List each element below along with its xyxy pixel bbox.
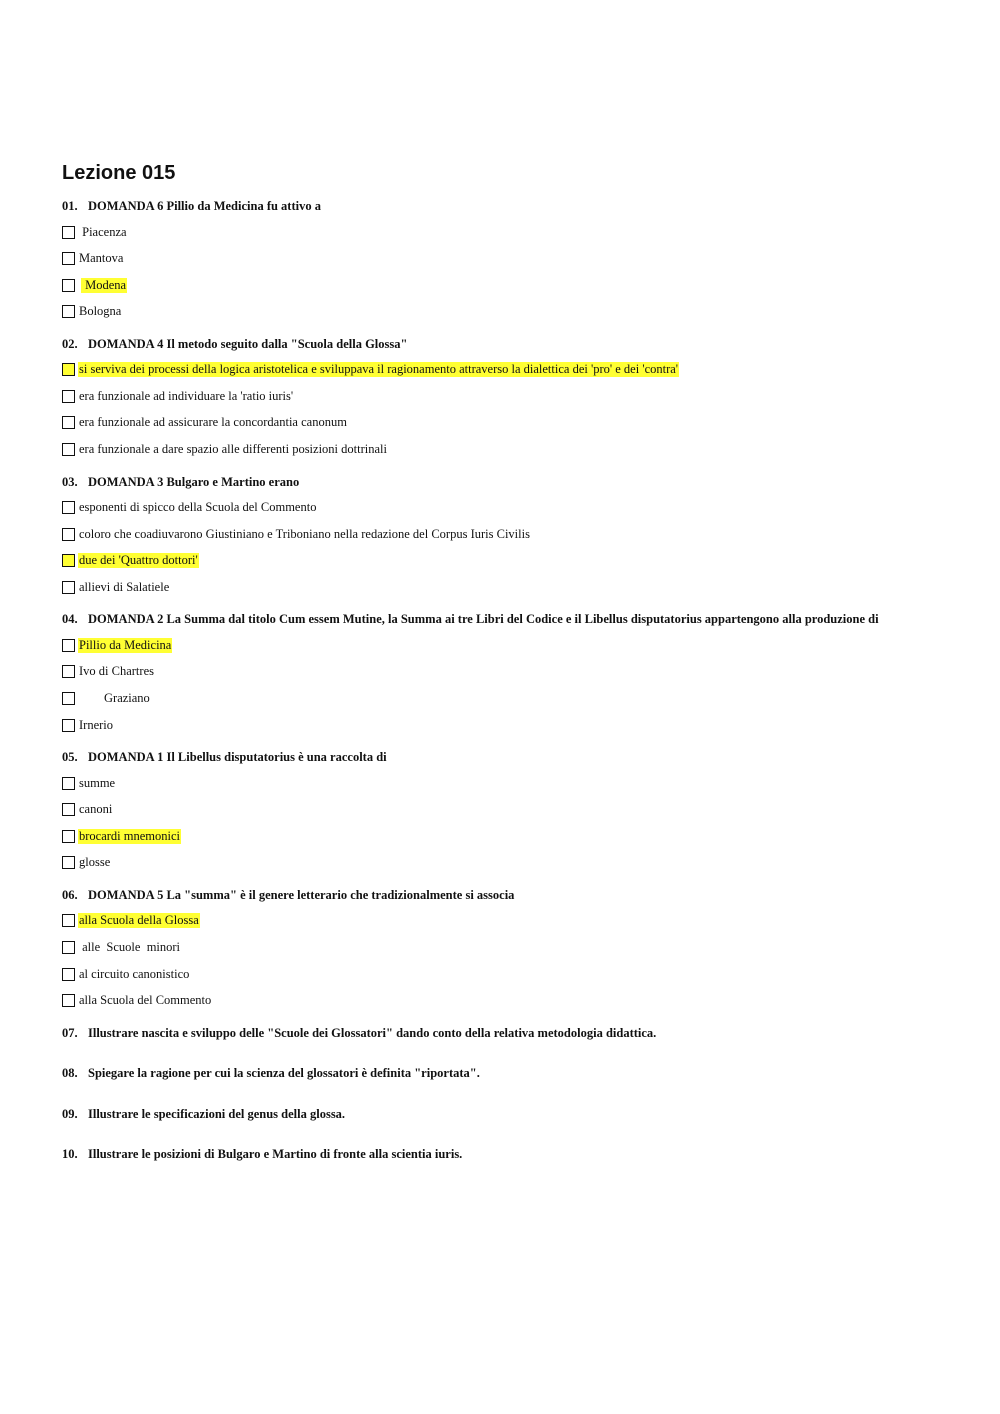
answer-option[interactable]	[62, 691, 962, 707]
question-03	[62, 474, 962, 596]
answer-text: Graziano	[79, 691, 150, 706]
question-title	[62, 474, 962, 490]
answer-text-highlighted: Pillio da Medicina	[79, 637, 172, 652]
checkbox[interactable]	[62, 692, 75, 705]
checkbox[interactable]	[62, 252, 75, 265]
checkbox[interactable]	[62, 226, 75, 239]
answer-option[interactable]	[62, 637, 962, 653]
answer-text-highlighted: Modena	[82, 277, 127, 292]
answer-option[interactable]	[62, 993, 962, 1009]
answer-text: al circuito canonistico	[79, 966, 190, 981]
checkbox[interactable]	[62, 305, 75, 318]
open-question-09	[62, 1106, 962, 1122]
document-page	[62, 160, 962, 1187]
checkbox[interactable]	[62, 941, 75, 954]
open-question-10	[62, 1146, 962, 1162]
question-text: DOMANDA 2 La Summa dal titolo Cum essem Mutine, la Summa ai tre Libri del Codice e il Libellus disputatorius appartengono alla produzione di	[88, 612, 879, 627]
question-01	[62, 198, 962, 320]
checkbox[interactable]	[62, 856, 75, 869]
checkbox[interactable]	[62, 528, 75, 541]
answer-option[interactable]	[62, 500, 962, 516]
answer-option[interactable]	[62, 966, 962, 982]
open-question-08	[62, 1065, 962, 1081]
answer-option[interactable]	[62, 415, 962, 431]
answer-option[interactable]	[62, 277, 962, 293]
answer-text: era funzionale ad assicurare la concordantia canonum	[79, 415, 347, 430]
answer-option[interactable]	[62, 304, 962, 320]
answer-text: allievi di Salatiele	[79, 579, 170, 594]
answer-text-highlighted: due dei 'Quattro dottori'	[79, 553, 198, 568]
checkbox[interactable]	[62, 803, 75, 816]
question-title	[62, 336, 962, 352]
checkbox[interactable]	[62, 830, 75, 843]
checkbox[interactable]	[62, 443, 75, 456]
answer-option[interactable]	[62, 553, 962, 569]
question-number: 09.	[62, 1106, 78, 1121]
checkbox[interactable]	[62, 501, 75, 514]
question-title	[62, 749, 962, 765]
checkbox[interactable]	[62, 994, 75, 1007]
answer-text: canoni	[79, 802, 113, 817]
answer-option[interactable]	[62, 802, 962, 818]
question-text: Illustrare le posizioni di Bulgaro e Martino di fronte alla scientia iuris.	[88, 1147, 463, 1162]
checkbox[interactable]	[62, 777, 75, 790]
answer-option[interactable]	[62, 442, 962, 458]
question-text: DOMANDA 3 Bulgaro e Martino erano	[88, 474, 300, 489]
answer-text: alla Scuola del Commento	[79, 993, 212, 1008]
question-title	[62, 198, 962, 214]
answer-option[interactable]	[62, 579, 962, 595]
answer-text: Irnerio	[79, 717, 114, 732]
question-title	[62, 887, 962, 903]
answer-text: alle Scuole minori	[79, 940, 181, 954]
answer-option[interactable]	[62, 775, 962, 791]
checkbox[interactable]	[62, 719, 75, 732]
question-06	[62, 887, 962, 1009]
answer-option[interactable]	[62, 717, 962, 733]
question-number: 05.	[62, 750, 78, 765]
checkbox[interactable]	[62, 416, 75, 429]
answer-option[interactable]	[62, 251, 962, 267]
answer-option[interactable]	[62, 913, 962, 929]
answer-option[interactable]	[62, 940, 962, 956]
answer-option[interactable]	[62, 362, 962, 378]
checkbox[interactable]	[62, 390, 75, 403]
question-text: DOMANDA 5 La "summa" è il genere letterario che tradizionalmente si associa	[88, 887, 515, 902]
question-number: 10.	[62, 1147, 78, 1162]
checkbox[interactable]	[62, 279, 75, 292]
answer-text: Bologna	[79, 304, 122, 319]
question-02	[62, 336, 962, 458]
question-number: 04.	[62, 612, 78, 627]
question-text: DOMANDA 1 Il Libellus disputatorius è una raccolta di	[88, 750, 387, 765]
question-text: Spiegare la ragione per cui la scienza del glossatori è definita "riportata".	[88, 1066, 480, 1081]
checkbox[interactable]	[62, 639, 75, 652]
question-text: DOMANDA 4 Il metodo seguito dalla "Scuola della Glossa"	[88, 336, 408, 351]
answer-text-highlighted: alla Scuola della Glossa	[79, 913, 199, 928]
question-04	[62, 611, 962, 733]
lesson-title: Lezione 015	[62, 162, 176, 184]
answer-text: coloro che coadiuvarono Giustiniano e Triboniano nella redazione del Corpus Iuris Civilis	[79, 526, 530, 541]
answer-text: glosse	[79, 855, 111, 870]
question-number: 07.	[62, 1025, 78, 1040]
answer-text: Mantova	[79, 251, 124, 266]
answer-text: era funzionale ad individuare la 'ratio iuris'	[79, 388, 294, 403]
checkbox[interactable]	[62, 581, 75, 594]
question-text: Illustrare nascita e sviluppo delle "Scuole dei Glossatori" dando conto della relativa metodologia didattica.	[88, 1025, 657, 1040]
checkbox[interactable]	[62, 914, 75, 927]
answer-text: Ivo di Chartres	[79, 664, 154, 679]
answer-option[interactable]	[62, 388, 962, 404]
answer-text-highlighted: brocardi mnemonici	[79, 828, 181, 843]
answer-text: era funzionale a dare spazio alle differenti posizioni dottrinali	[79, 442, 387, 457]
answer-text: summe	[79, 775, 116, 790]
answer-option[interactable]	[62, 526, 962, 542]
checkbox[interactable]	[62, 363, 75, 376]
open-question-07	[62, 1025, 962, 1041]
question-number: 02.	[62, 336, 78, 351]
answer-option[interactable]	[62, 828, 962, 844]
answer-option[interactable]	[62, 224, 962, 240]
answer-text: esponenti di spicco della Scuola del Commento	[79, 500, 317, 515]
answer-text-highlighted: si serviva dei processi della logica aristotelica e sviluppava il ragionamento attraverso la dialettica dei 'pro' e dei 'contra'	[79, 362, 679, 377]
question-text: DOMANDA 6 Pillio da Medicina fu attivo a	[88, 199, 321, 213]
question-05	[62, 749, 962, 871]
checkbox[interactable]	[62, 665, 75, 678]
checkbox[interactable]	[62, 554, 75, 567]
answer-option[interactable]	[62, 855, 962, 871]
question-number: 03.	[62, 474, 78, 489]
question-number: 08.	[62, 1066, 78, 1081]
question-number: 01.	[62, 199, 78, 213]
question-title	[62, 611, 962, 627]
answer-text: Piacenza	[79, 224, 127, 239]
question-number: 06.	[62, 887, 78, 902]
checkbox[interactable]	[62, 968, 75, 981]
question-text: Illustrare le specificazioni del genus della glossa.	[88, 1106, 346, 1121]
answer-option[interactable]	[62, 664, 962, 680]
